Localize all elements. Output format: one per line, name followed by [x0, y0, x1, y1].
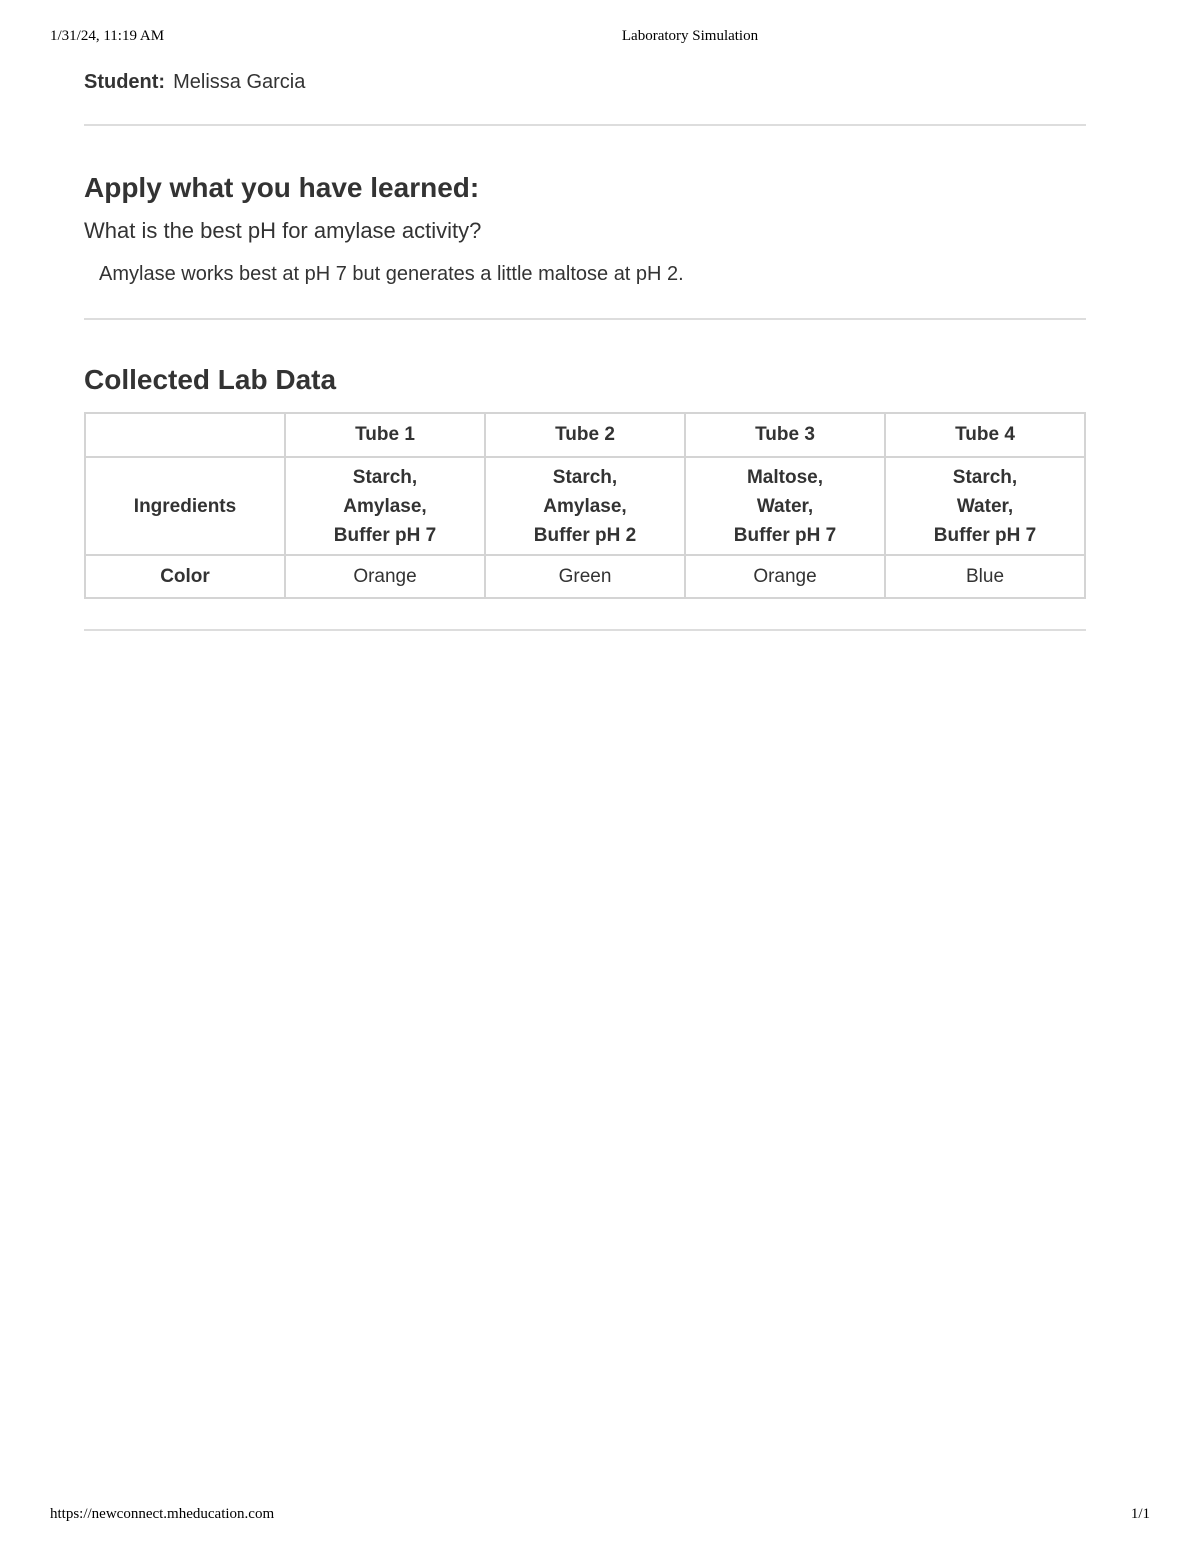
ingredient-item: Maltose,: [746, 466, 824, 488]
ingredient-item: Water,: [956, 495, 1014, 517]
row-header-color: Color: [85, 555, 285, 598]
column-header-tube-4: Tube 4: [885, 413, 1085, 457]
table-row-color: [85, 555, 1085, 598]
ingredients-cell-tube-1: [285, 457, 485, 555]
ingredient-item: Buffer pH 7: [733, 524, 837, 546]
apply-heading: Apply what you have learned:: [84, 172, 480, 203]
lab-data-table: [84, 412, 1086, 599]
table-row-ingredients: [85, 457, 1085, 555]
column-header-tube-2: Tube 2: [485, 413, 685, 457]
section-divider: [84, 318, 1086, 320]
ingredients-cell-tube-3: [685, 457, 885, 555]
column-header-tube-3: Tube 3: [685, 413, 885, 457]
ingredient-item: Buffer pH 2: [533, 524, 637, 546]
print-footer: [0, 1506, 1200, 1526]
student-name: Melissa Garcia: [173, 71, 306, 93]
row-header-ingredients: Ingredients: [85, 457, 285, 555]
student-line: [84, 68, 1086, 96]
ingredient-item: Starch,: [352, 466, 418, 488]
report-content: [84, 68, 1086, 631]
table-header-row: [85, 413, 1085, 457]
print-url: https://newconnect.mheducation.com: [50, 1506, 275, 1522]
print-timestamp: 1/31/24, 11:19 AM: [50, 28, 165, 44]
ingredient-item: Amylase,: [543, 495, 627, 517]
color-cell-tube-3: Orange: [685, 555, 885, 598]
ingredients-cell-tube-2: [485, 457, 685, 555]
ingredient-item: Starch,: [552, 466, 618, 488]
section-divider: [84, 629, 1086, 631]
student-label: Student:: [84, 71, 166, 93]
color-cell-tube-1: Orange: [285, 555, 485, 598]
ingredient-item: Water,: [756, 495, 814, 517]
ingredient-item: Starch,: [952, 466, 1018, 488]
color-cell-tube-2: Green: [485, 555, 685, 598]
answer-text: Amylase works best at pH 7 but generates a little maltose at pH 2.: [99, 263, 684, 285]
question-text: What is the best pH for amylase activity?: [84, 218, 482, 243]
section-divider: [84, 124, 1086, 126]
lab-data-heading: Collected Lab Data: [84, 364, 337, 395]
ingredients-cell-tube-4: [885, 457, 1085, 555]
color-cell-tube-4: Blue: [885, 555, 1085, 598]
print-header: [0, 28, 1200, 48]
ingredient-item: Buffer pH 7: [333, 524, 437, 546]
ingredient-item: Buffer pH 7: [933, 524, 1037, 546]
print-page-title: Laboratory Simulation: [621, 28, 759, 44]
column-header-tube-1: Tube 1: [285, 413, 485, 457]
print-page-number: 1/1: [1130, 1506, 1150, 1522]
ingredient-item: Amylase,: [343, 495, 427, 517]
table-corner-cell: [85, 413, 285, 457]
